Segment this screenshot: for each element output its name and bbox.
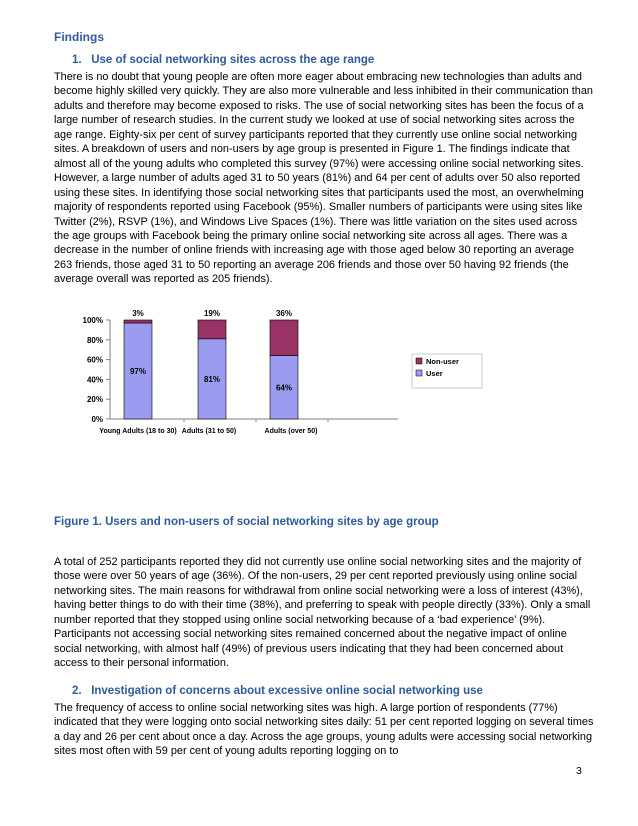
data-label-user: 81% — [203, 374, 221, 384]
data-label-non-user: 3% — [132, 309, 144, 318]
y-tick-label: 100% — [82, 316, 103, 325]
y-tick-label: 80% — [86, 335, 103, 345]
bar-non-user — [270, 320, 298, 356]
figure-caption: Figure 1. Users and non-users of social networking sites by age group — [54, 516, 439, 528]
y-tick-label: 60% — [86, 355, 103, 365]
paragraph-2 — [54, 555, 594, 671]
page-number: 3 — [576, 765, 582, 777]
legend-swatch — [416, 370, 422, 376]
data-label-non-user: 36% — [275, 309, 293, 318]
section-2-title-text: Investigation of concerns about excessive online social networking use — [91, 685, 483, 697]
legend-label: User — [426, 369, 443, 378]
section-2-paragraph: The frequency of access to online social networking sites was high. A large portion of respondents (77%) indicated that they were logging onto social networking sites daily: 51 per cent reported logging on several times a day and 26 per cent about once a day. Across the age groups, young adults were accessing social networking sites most often with 59 per cent of young adults reporting logging on to — [54, 702, 594, 758]
data-label-user: 97% — [129, 366, 147, 376]
bar-non-user — [124, 320, 152, 323]
data-label-non-user: 19% — [203, 309, 221, 318]
y-tick-label: 0% — [91, 415, 103, 424]
bar-non-user — [198, 320, 226, 339]
findings-heading: Findings — [54, 30, 104, 44]
x-category-label: Young Adults (18 to 30) — [99, 428, 177, 435]
x-category-label: Adults (over 50) — [264, 428, 318, 435]
section-1-paragraph: There is no doubt that young people are often more eager about embracing new technologies than adults and become highly skilled very quickly. They are also more vulnerable and less inhibited in their communication than adults and therefore may become exposed to risks. The use of social networking sites has been the focus of a large number of research studies. In the current study we looked at use of social networking sites across the age range. Eighty-six per cent of survey participants reported that they currently use online social networking sites. A breakdown of users and non-users by age group is presented in Figure 1. The findings indicate that almost all of the young adults who completed this survey (97%) were accessing online social networking sites. However, a large number of adults aged 31 to 50 years (81%) and 64 per cent of adults over 50 also reported using these sites. In identifying those social networking sites that participants used the most, an overwhelming majority of respondents reported using Facebook (95%). Smaller numbers of participants were using sites like Twitter (2%), RSVP (1%), and Windows Live Spaces (1%). There was little variation on the sites used across the age groups with Facebook being the primary online social networking site across all ages. There was a decrease in the number of online friends with increasing age with those aged below 30 reporting an average 263 friends, those aged 31 to 50 reporting an average 206 friends and those over 50 having 92 friends (the average overall was reported as 205 friends). — [54, 71, 593, 286]
section-1-title — [72, 54, 374, 66]
section-1-title-text: Use of social networking sites across the age range — [91, 54, 375, 66]
paragraph-2-text: A total of 252 participants reported they did not currently use online social networking sites and the majority of those were over 50 years of age (36%). Of the non-users, 29 per cent reported previously using online social networking sites. The main reasons for withdrawal from online social networking were a loss of interest (43%), having better things to do with their time (38%), and preferring to speak with people directly (33%). Only a small number reported that they stopped using online social networking because of a ‘bad experience’ (9%). Participants not accessing social networking sites remained concerned about the negative impact of online social networking, with almost half (49%) of previous users indicating that they had been concerned about access to their personal information. — [54, 556, 591, 670]
x-category-label: Adults (31 to 50) — [181, 428, 237, 435]
data-label-user: 64% — [275, 383, 293, 393]
section-2-body — [54, 701, 594, 759]
y-tick-label: 40% — [86, 375, 103, 385]
y-tick-label: 20% — [86, 395, 103, 405]
section-2-number: 2. — [72, 685, 82, 697]
figure-1-chart — [60, 300, 459, 450]
chart-plot-area — [83, 309, 482, 435]
legend-label: Non-user — [426, 357, 459, 366]
section-1-number: 1. — [72, 54, 82, 66]
legend-swatch — [416, 358, 422, 364]
section-2-title — [72, 685, 483, 697]
section-1-body — [54, 70, 594, 287]
